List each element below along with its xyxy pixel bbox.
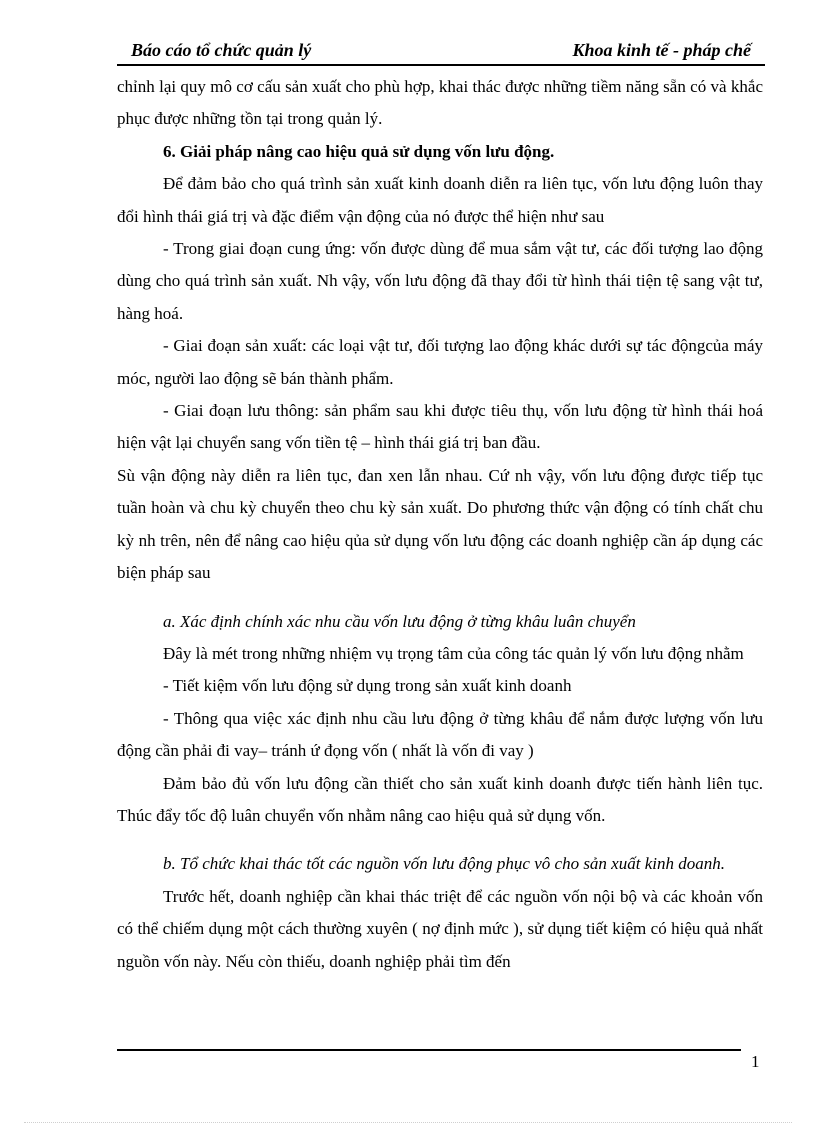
footer-rule xyxy=(117,1049,741,1051)
page-header xyxy=(117,38,765,66)
paragraph: - Tiết kiệm vốn lưu động sử dụng trong sản xuất kinh doanh xyxy=(163,676,572,696)
header-report-title: Báo cáo tổ chức quản lý xyxy=(131,40,312,60)
spacer xyxy=(117,590,763,606)
paragraph: chỉnh lại quy mô cơ cấu sản xuất cho phù hợp, khai thác được những tiềm năng sẵn có và khắc phục được những tồn tại trong quản lý. xyxy=(117,77,763,129)
spacer xyxy=(117,832,763,848)
subsection-heading-a: a. Xác định chính xác nhu cầu vốn lưu động ở từng khâu luân chuyển xyxy=(163,611,636,631)
paragraph: Để đảm bảo cho quá trình sản xuất kinh doanh diễn ra liên tục, vốn lưu động luôn thay đổi hình thái giá trị và đặc điểm vận động của nó được thể hiện như sau xyxy=(117,174,763,226)
paragraph: Đây là mét trong những nhiệm vụ trọng tâm của công tác quản lý vốn lưu động nhằm xyxy=(163,643,744,663)
paragraph: - Giai đoạn sản xuất: các loại vật tư, đối tượng lao động khác dưới sự tác độngcủa máy móc, người lao động sẽ bán thành phẩm. xyxy=(117,336,763,388)
subsection-heading-b: b. Tổ chức khai thác tốt các nguồn vốn lưu động phục vô cho sản xuất kinh doanh. xyxy=(163,854,725,874)
paragraph: Trước hết, doanh nghiệp cần khai thác triệt để các nguồn vốn nội bộ và các khoản vốn có thể chiếm dụng một cách thường xuyên ( nợ định mức ), sử dụng tiết kiệm có hiệu quả nhất nguồn vốn này. Nếu còn thiếu, doanh nghiệp phải tìm đến xyxy=(117,886,763,971)
paragraph: - Giai đoạn lưu thông: sản phẩm sau khi được tiêu thụ, vốn lưu động từ hình thái hoá hiện vật lại chuyển sang vốn tiền tệ – hình thái giá trị ban đầu. xyxy=(117,401,763,453)
paragraph: - Trong giai đoạn cung ứng: vốn được dùng để mua sắm vật tư, các đối tượng lao động dùng cho quá trình sản xuất. Nh vậy, vốn lưu động đã thay đổi từ hình thái tiện tệ sang vật tư, hàng hoá. xyxy=(117,239,763,323)
page-number: 1 xyxy=(751,1052,760,1071)
paragraph: Đảm bảo đủ vốn lưu động cần thiết cho sản xuất kinh doanh được tiến hành liên tục. Thúc đẩy tốc độ luân chuyển vốn nhằm nâng cao hiệu quả sử dụng vốn. xyxy=(117,773,763,825)
paragraph: Sù vận động này diễn ra liên tục, đan xen lẫn nhau. Cứ nh vậy, vốn lưu động được tiếp tục tuần hoàn và chu kỳ chuyển theo chu kỳ sản xuất. Do phương thức vận động có tính chất chu kỳ nh trên, nên để nâng cao hiệu qủa sử dụng vốn lưu động các doanh nghiệp cần áp dụng các biện pháp sau xyxy=(117,465,763,583)
section-heading: 6. Giải pháp nâng cao hiệu quả sử dụng vốn lưu động. xyxy=(163,141,555,161)
header-faculty: Khoa kinh tế - pháp chế xyxy=(572,40,751,60)
document-body xyxy=(117,71,763,978)
paragraph: - Thông qua việc xác định nhu cầu lưu động ở từng khâu để nắm được lượng vốn lưu động cần phải đi vay– tránh ứ đọng vốn ( nhất là vốn đi vay ) xyxy=(117,708,763,761)
